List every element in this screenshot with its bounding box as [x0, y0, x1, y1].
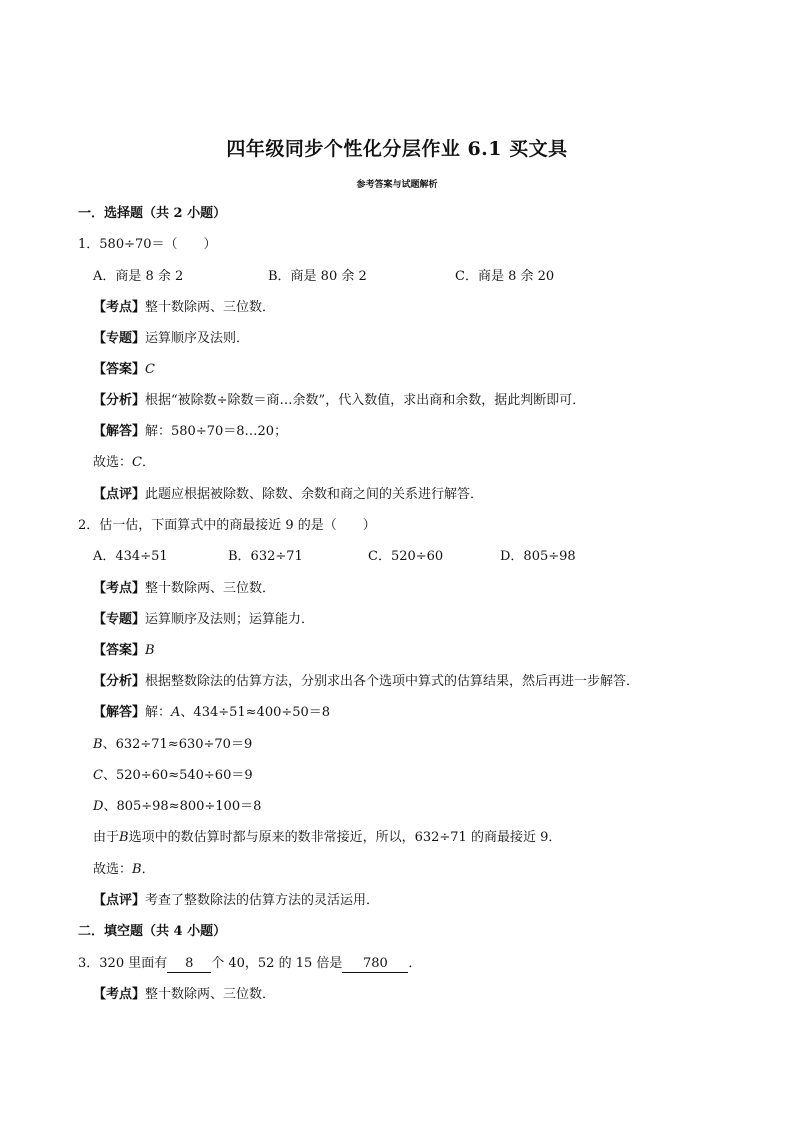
question-2-kaodian: [93, 580, 275, 598]
question-1-option-a: A．商是 8 余 2: [93, 269, 184, 284]
question-1-stem: 1．580÷70＝（ ）: [78, 237, 217, 252]
question-1-solution: [93, 423, 287, 441]
question-1-zhuanti-text: 运算顺序及法则．: [145, 331, 250, 346]
question-2-analysis-text: 根据整数除法的估算方法，分别求出各个选项中算式的估算结果，然后再进一步解答．: [145, 674, 640, 689]
question-3-blank-1: 8: [167, 956, 211, 973]
question-1-kaodian-text: 整十数除两、三位数．: [145, 300, 276, 315]
question-2-option-d: D．805÷98: [500, 549, 576, 564]
question-2-option-a: A．434÷51: [93, 549, 168, 564]
question-1-comment-text: 此题应根据被除数、除数、余数和商之间的关系进行解答．: [145, 487, 484, 502]
question-2-line-d: 、805÷98≈800÷100＝8: [103, 799, 262, 814]
label-answer: 【答案】: [93, 643, 146, 658]
question-2-option-b: B．632÷71: [228, 549, 303, 564]
question-3-stem-a: 3．320 里面有: [78, 956, 168, 971]
document-subtitle: 参考答案与试题解析: [356, 180, 438, 190]
section-heading-fill: 二．填空题（共 4 小题）: [78, 924, 227, 939]
question-2-conclusion-post: 选项中的数估算时都与原来的数非常接近，所以，632÷71 的商最接近 9．: [128, 830, 562, 845]
question-2-choice-prefix: 故选：: [93, 862, 133, 877]
question-2-solution-d: [93, 798, 261, 816]
question-2-line-b: 、632÷71≈630÷70＝9: [102, 737, 253, 752]
question-1-answer: [93, 361, 155, 379]
question-1-zhuanti: [93, 330, 249, 348]
question-2-comment: [93, 892, 379, 910]
label-analysis: 【分析】: [93, 393, 146, 408]
question-1-analysis: [93, 392, 585, 410]
label-analysis: 【分析】: [93, 674, 146, 689]
question-1-choice-answer: C: [132, 455, 142, 470]
question-3-blank-2: 780: [342, 956, 408, 973]
label-kaodian: 【考点】: [93, 300, 146, 315]
question-2-letter-c: C: [93, 768, 103, 783]
question-2-letter-d: D: [93, 799, 104, 814]
question-2-choice-answer: B: [132, 862, 142, 877]
question-1-kaodian: [93, 299, 275, 317]
question-1-choice: 故选：C．: [93, 455, 155, 470]
question-2-kaodian-text: 整十数除两、三位数．: [145, 581, 276, 596]
question-2-answer-text: B: [145, 643, 155, 658]
question-2-solution-line-a: 、434÷51≈400÷50＝8: [180, 705, 331, 720]
question-2-zhuanti: [93, 611, 314, 629]
question-1-option-c: C．商是 8 余 20: [455, 269, 555, 284]
document-title: 四年级同步个性化分层作业 6.1 买文具: [226, 138, 568, 160]
section-heading-choice: 一．选择题（共 2 小题）: [78, 206, 227, 221]
label-kaodian: 【考点】: [93, 987, 146, 1002]
question-2-answer: [93, 642, 155, 660]
question-1-answer-text: C: [145, 362, 155, 377]
question-3-kaodian-text: 整十数除两、三位数．: [145, 987, 276, 1002]
question-3-kaodian: [93, 986, 275, 1004]
label-kaodian: 【考点】: [93, 581, 146, 596]
label-solution: 【解答】: [93, 705, 146, 720]
label-solution: 【解答】: [93, 424, 146, 439]
question-1-solution-text: 解：580÷70＝8…20；: [145, 424, 288, 439]
question-2-solution-letter-a: A: [171, 705, 181, 720]
question-2-analysis: [93, 673, 639, 691]
question-1-comment: [93, 486, 483, 504]
question-2-comment-text: 考查了整数除法的估算方法的灵活运用．: [145, 893, 380, 908]
question-2-conclusion-letter: B: [119, 830, 129, 845]
question-1-analysis-text: 根据“被除数÷除数＝商…余数”，代入数值，求出商和余数，据此判断即可．: [145, 393, 586, 408]
question-2-conclusion-pre: 由于: [93, 830, 120, 845]
question-2-solution: [93, 704, 330, 722]
question-2-choice: 故选：B．: [93, 862, 155, 877]
question-3-stem-c: ．: [408, 956, 422, 971]
question-2-option-c: C．520÷60: [368, 549, 444, 564]
question-2-solution-prefix: 解：: [145, 705, 172, 720]
question-2-solution-c: [93, 767, 253, 785]
label-answer: 【答案】: [93, 362, 146, 377]
question-2-zhuanti-text: 运算顺序及法则；运算能力．: [145, 612, 315, 627]
question-1-option-b: B．商是 80 余 2: [268, 269, 367, 284]
question-1-choice-prefix: 故选：: [93, 455, 133, 470]
label-zhuanti: 【专题】: [93, 612, 146, 627]
label-comment: 【点评】: [93, 893, 146, 908]
question-2-line-c: 、520÷60≈540÷60＝9: [102, 768, 253, 783]
question-2-conclusion: [93, 829, 561, 847]
question-3-stem-b: 个 40，52 的 15 倍是: [211, 956, 343, 971]
question-2-solution-b: [93, 736, 252, 754]
question-3-stem: [78, 955, 421, 973]
label-zhuanti: 【专题】: [93, 331, 146, 346]
question-2-letter-b: B: [93, 737, 103, 752]
label-comment: 【点评】: [93, 487, 146, 502]
question-2-stem: 2．估一估，下面算式中的商最接近 9 的是（ ）: [78, 518, 376, 533]
